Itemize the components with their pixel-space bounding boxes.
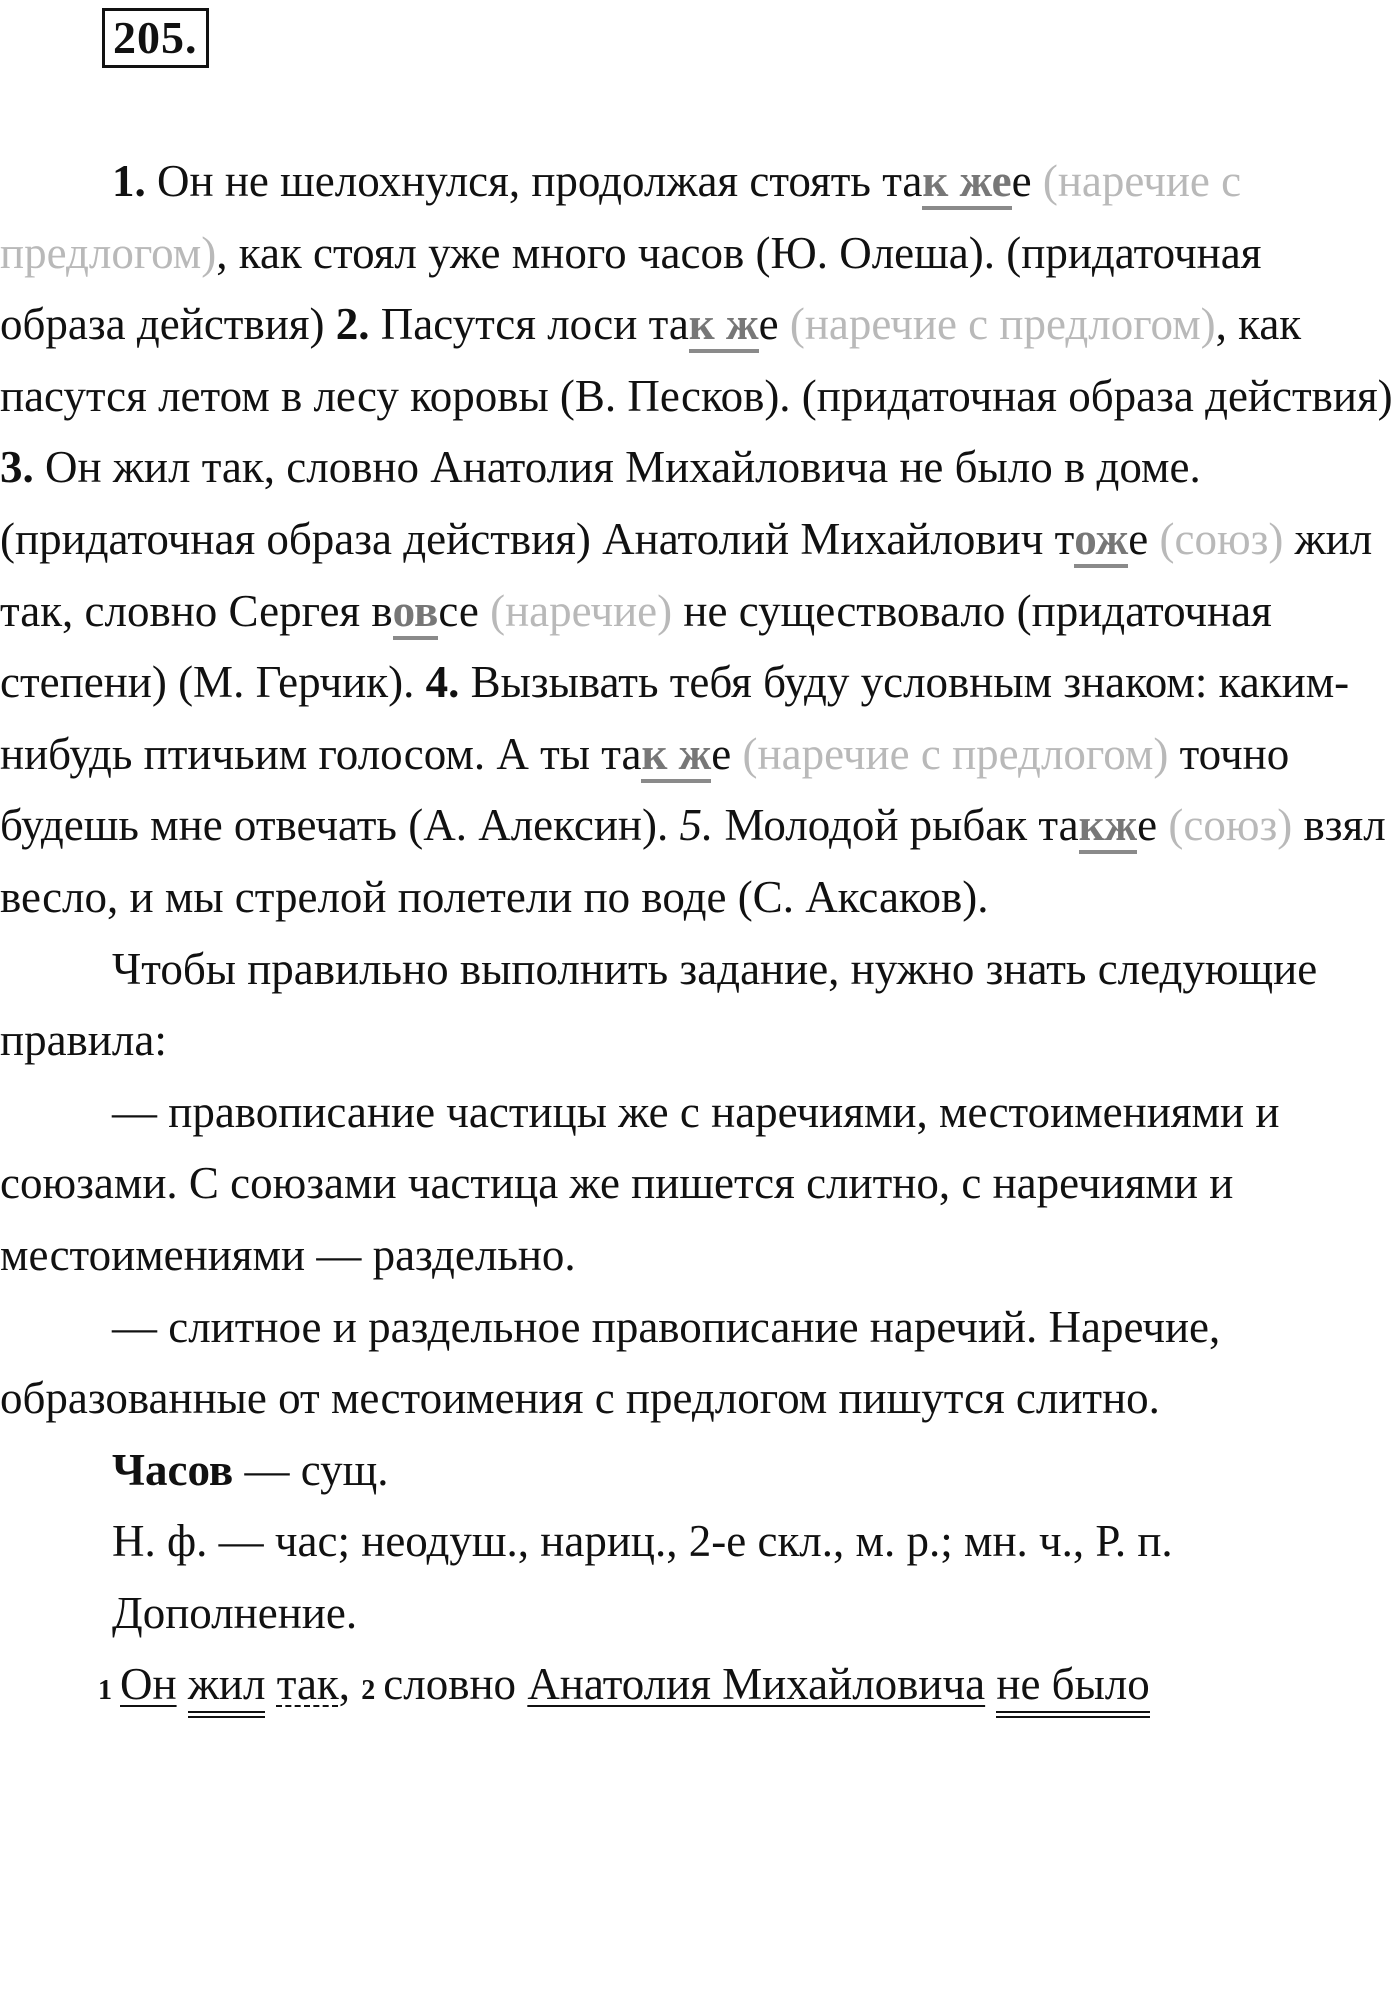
highlighted-letters: кж [1079,800,1138,854]
document-body [0,146,1398,1727]
analysis-pos: — сущ. [233,1444,389,1495]
sentence-text: не существовало (придаточная степени) (М. Герчик). [0,585,1272,708]
sentence-number: 5. [679,800,714,851]
morph-analysis-features: Н. ф. — час; неодуш., нариц., 2-е скл., м. р.; мн. ч., Р. п. [112,1516,1173,1567]
sentence-text: е [1137,800,1169,851]
analysis-word: Часов [112,1444,234,1495]
sentence-text: е [758,299,790,350]
object-words: Анатолия Михайловича [527,1659,986,1710]
sentence-number: 3. [0,442,34,493]
conjunction-word: словно [383,1659,517,1710]
grammar-note: (союз) [1168,800,1293,851]
task-number: 205. [102,8,209,68]
sentence-number: 1. [112,156,146,206]
grammar-note: (наречие с предлогом) [0,156,1242,278]
sentence-text: , как пасутся летом в лесу коровы (В. Песков). (придаточная образа действия) [0,299,1393,421]
sentence-text: Вызывать тебя буду условным знаком: каким-нибудь птичьим голосом. А ты та [0,657,1350,779]
predicate-word: не было [996,1659,1149,1713]
grammar-note: (наречие) [490,585,673,636]
sentence-number: 4. [425,657,460,708]
sentence-text: точно будешь мне отвечать (А. Алексин). [0,728,1290,851]
grammar-note: (наречие с предлогом) [742,728,1169,779]
sentence-text: е [711,728,743,779]
predicate-word: жил [188,1659,266,1713]
sentence-text: е [1011,156,1043,206]
sentence-text: е [1128,513,1160,564]
morph-analysis-role: Дополнение. [112,1587,358,1638]
highlighted-letters: к ж [689,299,759,353]
clause-index: 1 [98,1675,112,1707]
sentence-text: Он не шелохнулся, продолжая стоять та [145,156,923,206]
morph-analysis-header [0,1435,1398,1507]
highlighted-letters: к ж [641,729,711,783]
sentence-text: Он жил так, словно Анатолия Михайловича не было в доме. (придаточная образа действия) Анатолий Михайлович т [0,442,1201,564]
sentence-number: 2. [335,299,370,350]
highlighted-letters: к же [922,156,1011,210]
clause-index: 2 [361,1675,376,1707]
sentence-text: Пасутся лоси та [369,299,689,350]
rule-adverbs: — слитное и раздельное правописание наречий. Наречие, образованные от местоимения с предлогом пишутся слитно. [0,1301,1221,1424]
highlighted-letters: ож [1074,514,1128,568]
grammar-note: (союз) [1159,513,1284,564]
comma: , [338,1659,351,1710]
sentence-text: жил так, словно Сергея в [0,513,1373,636]
sentence-text: взял весло, и мы стрелой полетели по воде (С. Аксаков). [0,800,1386,922]
subject-word: Он [120,1659,177,1710]
grammar-note: (наречие с предлогом) [789,299,1216,350]
rules-intro: Чтобы правильно выполнить задание, нужно знать следующие правила: [0,943,1318,1066]
rule-particle-zhe: — правописание частицы же с наречиями, местоимениями и союзами. С союзами частица же пишется слитно, с наречиями и местоимениями — раздельно. [0,1086,1280,1280]
sentence-scheme [0,1649,1398,1727]
sentence-text: , как стоял уже много часов (Ю. Олеша). (придаточная образа действия) [0,227,1262,350]
sentence-text: Молодой рыбак та [713,800,1079,851]
adverbial-word: так [276,1659,339,1710]
sentence-text: се [438,585,491,636]
highlighted-letters: ов [393,586,439,640]
exercise-text [0,146,1398,934]
